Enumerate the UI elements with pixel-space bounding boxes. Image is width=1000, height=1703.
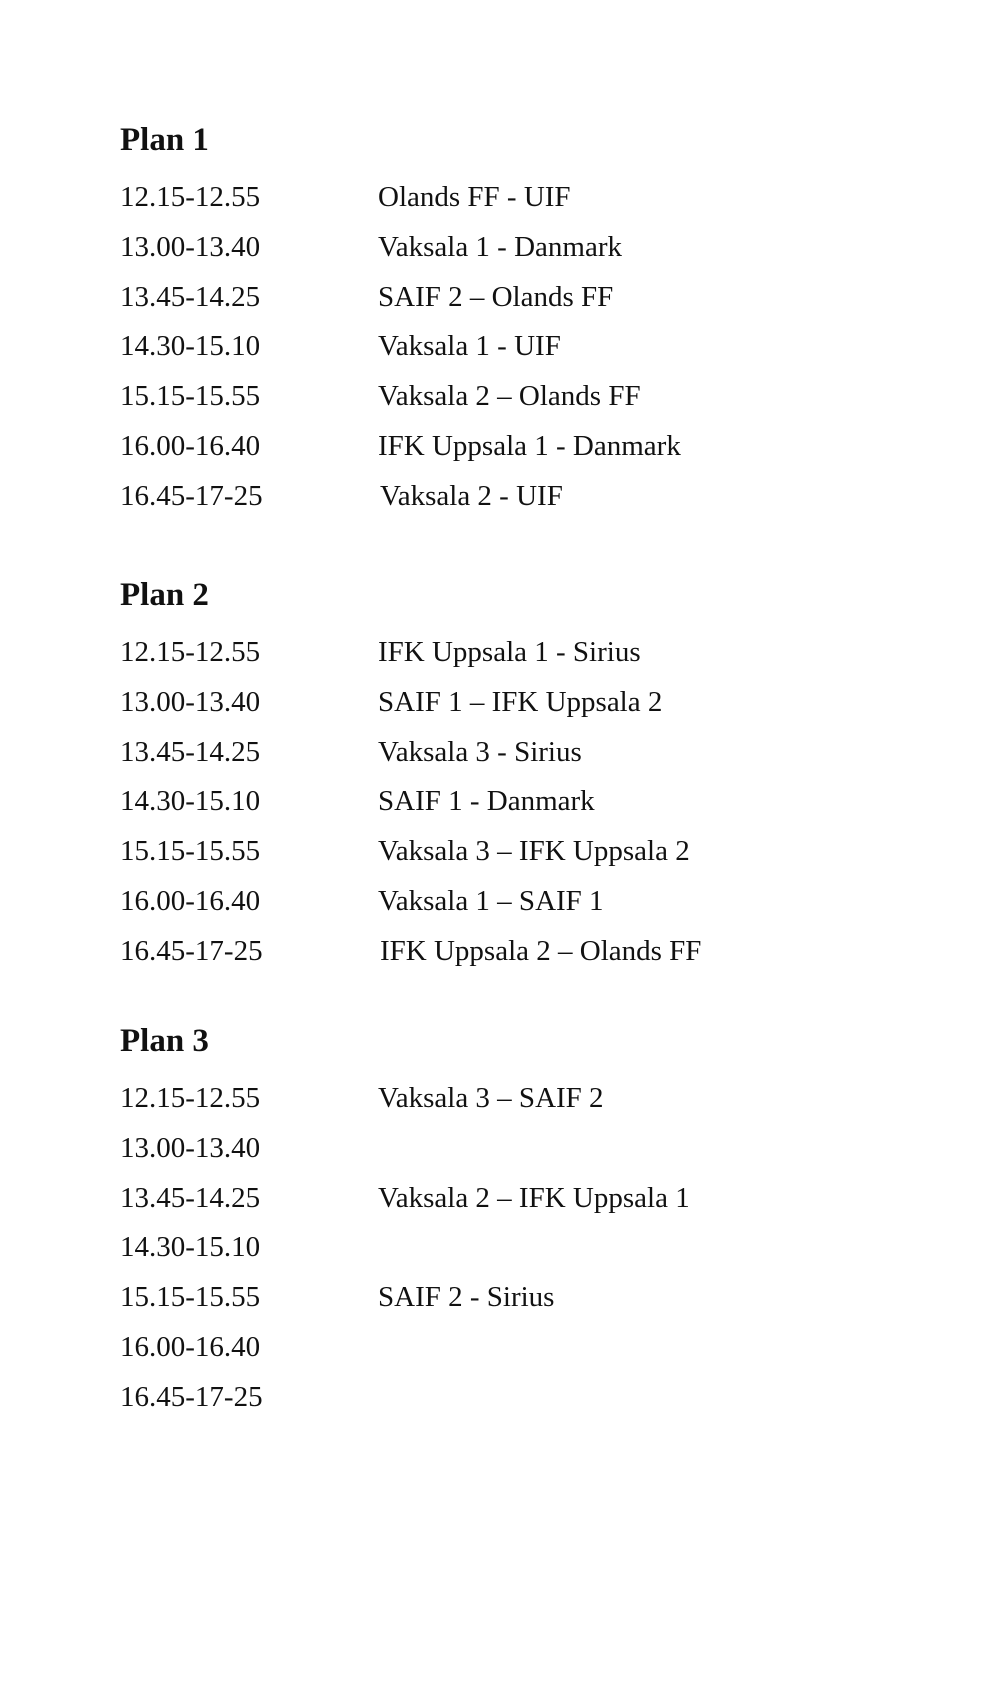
match-pairing: Vaksala 1 - UIF	[378, 330, 561, 363]
schedule-row	[120, 777, 920, 827]
time-slot: 16.45-17-25	[120, 934, 263, 967]
schedule-row	[120, 678, 920, 728]
schedule-row	[120, 173, 920, 223]
time-slot: 16.00-16.40	[120, 884, 261, 917]
time-slot: 13.00-13.40	[120, 1131, 261, 1164]
match-pairing: SAIF 1 – IFK Uppsala 2	[378, 685, 663, 718]
time-slot: 16.00-16.40	[120, 429, 261, 462]
time-slot: 14.30-15.10	[120, 785, 261, 818]
time-slot: 14.30-15.10	[120, 330, 261, 363]
schedule-row	[120, 422, 920, 472]
time-slot: 16.00-16.40	[120, 1330, 261, 1363]
time-slot: 15.15-15.55	[120, 380, 261, 413]
plan-title: Plan 3	[120, 1023, 209, 1059]
match-pairing: Vaksala 2 – IFK Uppsala 1	[378, 1181, 690, 1214]
time-slot: 16.45-17-25	[120, 479, 263, 512]
match-pairing: IFK Uppsala 2 – Olands FF	[380, 934, 702, 967]
schedule-row	[120, 1074, 920, 1124]
schedule-row	[120, 877, 920, 927]
match-pairing: SAIF 1 - Danmark	[378, 785, 595, 818]
plan-title: Plan 1	[120, 122, 209, 158]
time-slot: 12.15-12.55	[120, 636, 261, 668]
time-slot: 12.15-12.55	[120, 1082, 261, 1114]
time-slot: 15.15-15.55	[120, 1281, 261, 1314]
schedule-row	[120, 223, 920, 273]
time-slot: 14.30-15.10	[120, 1231, 261, 1264]
time-slot: 13.00-13.40	[120, 685, 261, 718]
time-slot: 16.45-17-25	[120, 1380, 263, 1413]
plan-section	[120, 575, 920, 977]
match-pairing: Vaksala 2 – Olands FF	[378, 380, 641, 413]
schedule-row	[120, 1124, 920, 1174]
plan-title: Plan 2	[120, 577, 209, 613]
match-pairing: Olands FF - UIF	[378, 181, 571, 213]
schedule-row	[120, 372, 920, 422]
time-slot: 15.15-15.55	[120, 835, 261, 868]
schedule-row	[120, 628, 920, 678]
plan-section	[120, 120, 920, 522]
time-slot: 13.45-14.25	[120, 280, 261, 313]
match-pairing: IFK Uppsala 1 - Danmark	[378, 429, 681, 462]
time-slot: 13.45-14.25	[120, 735, 261, 768]
time-slot: 13.45-14.25	[120, 1181, 261, 1214]
schedule-row	[120, 322, 920, 372]
match-pairing: Vaksala 2 - UIF	[380, 479, 563, 512]
schedule-row	[120, 273, 920, 323]
plan-section	[120, 1021, 920, 1423]
schedule-row	[120, 927, 920, 977]
schedule-row	[120, 1223, 920, 1273]
schedule-row	[120, 472, 920, 522]
schedule-row	[120, 1323, 920, 1373]
match-pairing: IFK Uppsala 1 - Sirius	[378, 636, 641, 668]
time-slot: 13.00-13.40	[120, 230, 261, 263]
match-pairing: Vaksala 3 – SAIF 2	[378, 1082, 604, 1114]
match-pairing: SAIF 2 - Sirius	[378, 1281, 555, 1314]
schedule-row	[120, 1273, 920, 1323]
match-pairing: Vaksala 3 – IFK Uppsala 2	[378, 835, 690, 868]
match-pairing: SAIF 2 – Olands FF	[378, 280, 614, 313]
schedule-row	[120, 827, 920, 877]
schedule-row	[120, 728, 920, 778]
match-pairing: Vaksala 1 – SAIF 1	[378, 884, 604, 917]
schedule-row	[120, 1373, 920, 1423]
match-pairing: Vaksala 1 - Danmark	[378, 230, 622, 263]
time-slot: 12.15-12.55	[120, 181, 261, 213]
match-pairing: Vaksala 3 - Sirius	[378, 735, 582, 768]
schedule-row	[120, 1174, 920, 1224]
